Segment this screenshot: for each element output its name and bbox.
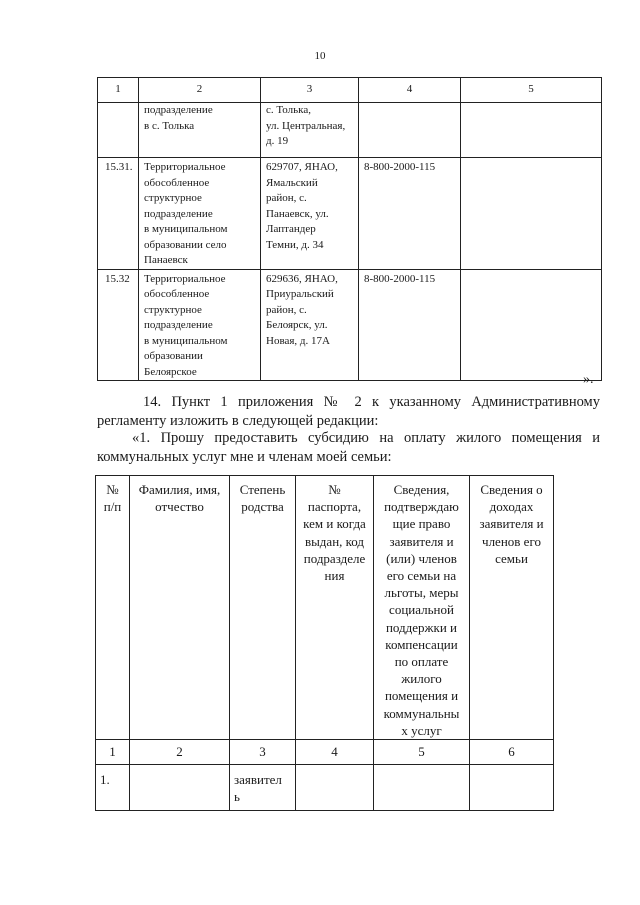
- page-number: 10: [314, 50, 326, 62]
- header-fullname: Фамилия, имя, отчество: [130, 476, 230, 740]
- office-address: 629636, ЯНАО, Приуральский район, с. Белоярск, ул. Новая, д. 17А: [261, 269, 359, 381]
- col-number-3: 3: [230, 740, 296, 765]
- office-name: Территориальное обособленное структурное подразделение в муниципальном образовании Белоярское: [139, 269, 261, 381]
- col-number-5: 5: [374, 740, 470, 765]
- table-row: [98, 158, 602, 270]
- offices-table: [97, 77, 602, 381]
- office-phone: 8-800-2000-115: [359, 269, 461, 381]
- office-address: с. Толька, ул. Центральная, д. 19: [261, 103, 359, 158]
- table-row: [98, 103, 602, 158]
- table-row: [98, 269, 602, 381]
- office-name: Территориальное обособленное структурное подразделение в муниципальном образовании село Панаевск: [139, 158, 261, 270]
- request-paragraph: [97, 429, 600, 448]
- col-number-1: 1: [96, 740, 130, 765]
- cell-income: [470, 765, 554, 811]
- col-header-5: 5: [461, 78, 602, 103]
- col-header-2: 2: [139, 78, 261, 103]
- col-number-2: 2: [130, 740, 230, 765]
- cell-fullname: [130, 765, 230, 811]
- row-number: 1.: [96, 765, 130, 811]
- header-relation: Степень родства: [230, 476, 296, 740]
- office-col5: [461, 269, 602, 381]
- closing-quote: ».: [583, 372, 594, 387]
- header-benefits: Сведения, подтверждаю щие право заявителя и (или) членов его семьи на льготы, меры социальной поддержки и компенсации по оплате жилого помещения и коммунальны х услуг: [374, 476, 470, 740]
- col-header-3: 3: [261, 78, 359, 103]
- header-income: Сведения о доходах заявителя и членов его семьи: [470, 476, 554, 740]
- col-number-4: 4: [296, 740, 374, 765]
- cell-passport: [296, 765, 374, 811]
- paragraph-14: [97, 393, 600, 412]
- col-header-4: 4: [359, 78, 461, 103]
- row-number: [98, 103, 139, 158]
- row-number: 15.31.: [98, 158, 139, 270]
- col-header-1: 1: [98, 78, 139, 103]
- col-number-6: 6: [470, 740, 554, 765]
- cell-benefits: [374, 765, 470, 811]
- offices-table-header: [98, 78, 602, 103]
- office-col5: [461, 158, 602, 270]
- family-table: [95, 475, 554, 811]
- office-name: подразделение в с. Толька: [139, 103, 261, 158]
- paragraph-14-line1: 14. Пункт 1 приложения № 2 к указанному Административному: [143, 394, 600, 410]
- row-number: 15.32: [98, 269, 139, 381]
- office-phone: [359, 103, 461, 158]
- office-col5: [461, 103, 602, 158]
- header-num: № п/п: [96, 476, 130, 740]
- office-phone: 8-800-2000-115: [359, 158, 461, 270]
- paragraph-14-cont: регламенту изложить в следующей редакции:: [97, 413, 379, 429]
- office-address: 629707, ЯНАО, Ямальский район, с. Панаевск, ул. Лаптандер Темни, д. 34: [261, 158, 359, 270]
- request-paragraph-cont: коммунальных услуг мне и членам моей семьи:: [97, 449, 392, 465]
- table-row: [96, 765, 554, 811]
- family-table-header: [96, 476, 554, 740]
- request-line1: «1. Прошу предоставить субсидию на оплату жилого помещения и: [132, 430, 600, 446]
- cell-relation: заявител ь: [230, 765, 296, 811]
- header-passport: № паспорта, кем и когда выдан, код подразделе ния: [296, 476, 374, 740]
- family-table-numbers: [96, 740, 554, 765]
